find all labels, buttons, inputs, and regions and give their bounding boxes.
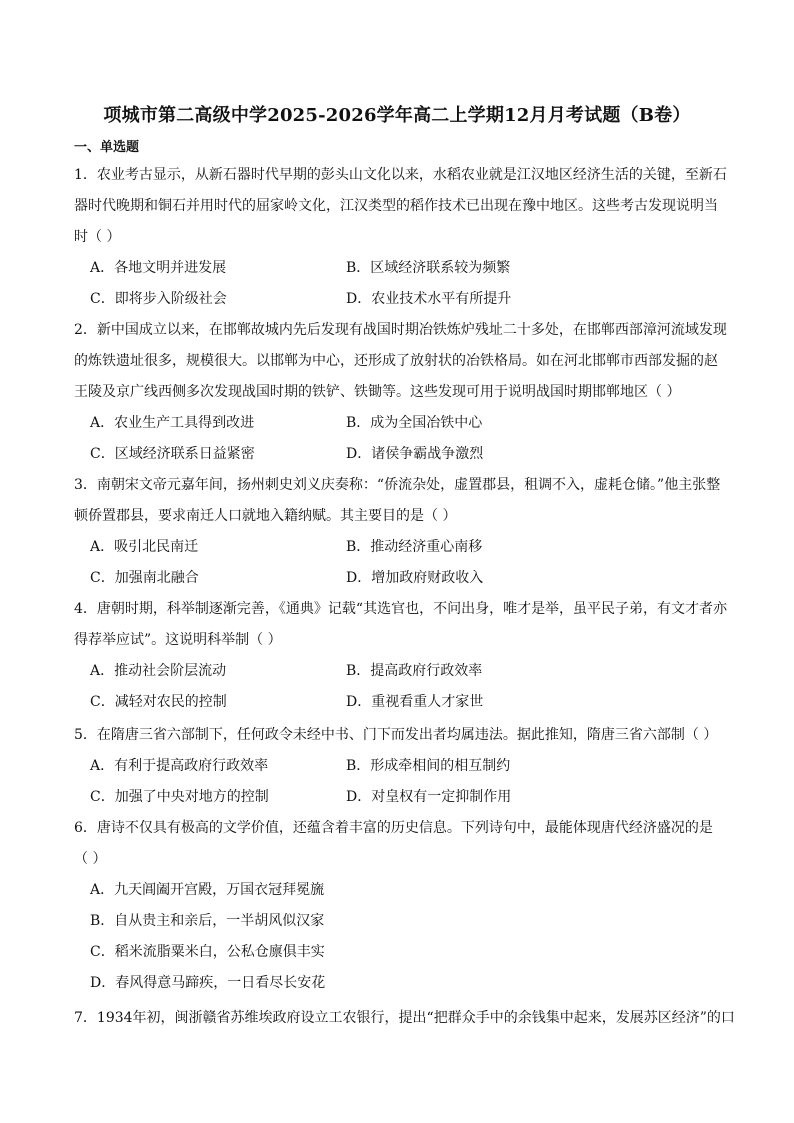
question-2-line-1: 2．新中国成立以来，在邯郸故城内先后发现有战国时期冶铁炼炉残址二十多处，在邯郸西部漳河流域发现 (74, 322, 727, 338)
question-4-option-b[interactable]: B．提高政府行政效率 (346, 663, 483, 679)
question-5-option-a[interactable]: A．有利于提高政府行政效率 (90, 758, 269, 774)
question-6-option-c[interactable]: C．稻米流脂粟米白，公私仓廪俱丰实 (90, 944, 325, 960)
question-3-option-c[interactable]: C．加强南北融合 (90, 570, 199, 586)
question-1-line-1: 1．农业考古显示，从新石器时代早期的彭头山文化以来，水稻农业就是江汉地区经济生活的关键，至新石 (74, 167, 727, 183)
question-4-line-2: 得荐举应试”。这说明科举制（ ） (74, 632, 282, 648)
question-1-option-d[interactable]: D．农业技术水平有所提升 (346, 291, 512, 307)
question-3-line-2: 顿侨置郡县，要求南迁人口就地入籍纳赋。其主要目的是（ ） (74, 508, 457, 524)
question-2-option-b[interactable]: B．成为全国冶铁中心 (346, 415, 483, 431)
exam-title: 项城市第二高级中学2025-2026学年高二上学期12月月考试题（B卷） (103, 105, 691, 126)
question-2-option-d[interactable]: D．诸侯争霸战争激烈 (346, 446, 484, 462)
question-1-option-c[interactable]: C．即将步入阶级社会 (90, 291, 227, 307)
section-heading: 一、单选题 (74, 140, 140, 155)
question-1-option-a[interactable]: A．各地文明并进发展 (90, 260, 227, 276)
question-3-option-b[interactable]: B．推动经济重心南移 (346, 539, 483, 555)
question-6-line-1: 6．唐诗不仅具有极高的文学价值，还蕴含着丰富的历史信息。下列诗句中，最能体现唐代经济盛况的是 (74, 820, 713, 836)
question-3-option-a[interactable]: A．吸引北民南迁 (90, 539, 199, 555)
question-1-line-3: 时（ ） (74, 229, 121, 245)
question-4-line-1: 4．唐朝时期，科举制逐渐完善，《通典》记载“其选官也，不问出身，唯才是举，虽平民子弟，有文才者亦 (74, 601, 728, 617)
question-3-option-d[interactable]: D．增加政府财政收入 (346, 570, 484, 586)
question-5-option-c[interactable]: C．加强了中央对地方的控制 (90, 789, 269, 805)
question-5-option-d[interactable]: D．对皇权有一定抑制作用 (346, 789, 512, 805)
question-2-line-2: 的炼铁遗址很多，规模很大。以邯郸为中心，还形成了放射状的冶铁格局。如在河北邯郸市西部发掘的赵 (74, 353, 718, 369)
question-2-line-3: 王陵及京广线西侧多次发现战国时期的铁铲、铁锄等。这些发现可用于说明战国时期邯郸地区（ ） (74, 384, 681, 400)
question-1-option-b[interactable]: B．区域经济联系较为频繁 (346, 260, 511, 276)
question-4-option-d[interactable]: D．重视看重人才家世 (346, 694, 484, 710)
question-6-option-d[interactable]: D．春风得意马蹄疾，一日看尽长安花 (90, 975, 326, 991)
question-2-option-c[interactable]: C．区域经济联系日益紧密 (90, 446, 255, 462)
question-2-option-a[interactable]: A．农业生产工具得到改进 (90, 415, 255, 431)
question-5-line-1: 5．在隋唐三省六部制下，任何政令未经中书、门下而发出者均属违法。据此推知，隋唐三省六部制（ ） (74, 727, 718, 743)
question-3-line-1: 3．南朝宋文帝元嘉年间，扬州刺史刘义庆奏称：“侨流杂处，虚置郡县，租调不入，虚耗仓储。”他主张整 (74, 477, 721, 493)
question-6-line-2: （ ） (74, 851, 107, 867)
question-4-option-c[interactable]: C．减轻对农民的控制 (90, 694, 227, 710)
question-7-line-1: 7．1934年初，闽浙赣省苏维埃政府设立工农银行，提出“把群众手中的余钱集中起来，发展苏区经济”的口 (74, 1010, 735, 1026)
question-5-option-b[interactable]: B．形成牵相间的相互制约 (346, 758, 511, 774)
question-6-option-a[interactable]: A．九天阊阖开宫殿，万国衣冠拜冕旒 (90, 882, 325, 898)
question-1-line-2: 器时代晚期和铜石并用时代的屈家岭文化，江汉类型的稻作技术已出现在豫中地区。这些考古发现说明当 (74, 198, 718, 214)
question-4-option-a[interactable]: A．推动社会阶层流动 (90, 663, 227, 679)
question-6-option-b[interactable]: B．自从贵主和亲后，一半胡风似汉家 (90, 913, 325, 929)
